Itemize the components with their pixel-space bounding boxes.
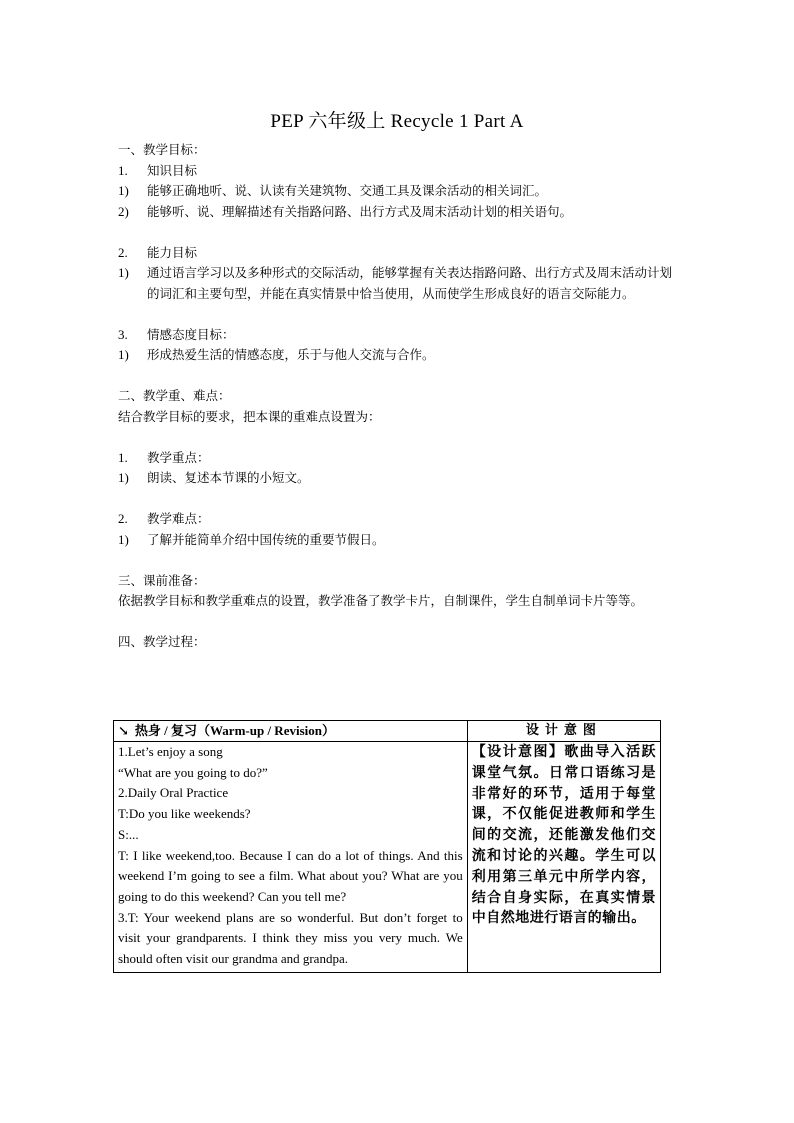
warmup-line: S:... <box>118 826 139 842</box>
warmup-line: T:Do you like weekends? <box>118 806 251 822</box>
list-number: 1. <box>118 449 128 465</box>
list-item <box>118 468 683 489</box>
lesson-plan-body <box>118 140 683 653</box>
ability-goal-heading <box>118 243 683 264</box>
list-number: 1) <box>118 347 129 362</box>
list-label: 情感态度目标： <box>147 326 235 342</box>
list-text: 能够听、说、理解描述有关指路问路、出行方式及周末活动计划的相关语句。 <box>147 203 573 219</box>
design-intent-header: 设计意图 <box>467 721 660 742</box>
list-item <box>118 345 683 366</box>
warmup-line: 3.T: Your weekend plans are so wonderful. But don’t forget to visit your grandparents. I think they miss you very much. We should often visit our grandma and grandpa. <box>118 909 463 967</box>
list-number: 1) <box>118 265 129 280</box>
list-number: 1) <box>118 183 129 198</box>
list-label: 知识目标 <box>147 162 198 178</box>
warmup-content-cell <box>114 742 468 973</box>
list-number: 2. <box>118 511 128 526</box>
warmup-line: 2.Daily Oral Practice <box>118 785 229 801</box>
list-text: 能够正确地听、说、认读有关建筑物、交通工具及课余活动的相关词汇。 <box>147 183 548 198</box>
section-2-intro: 结合教学目标的要求，把本课的重难点设置为： <box>118 408 381 424</box>
section-3-text: 依据教学目标和教学重难点的设置，教学准备了教学卡片，自制课件，学生自制单词卡片等等。 <box>118 593 644 608</box>
design-intent-cell: 【设计意图】歌曲导入活跃课堂气氛。日常口语练习是非常好的环节，适用于每堂课，不仅能促进教师和学生间的交流，还能激发他们交流和讨论的兴趣。学生可以利用第三单元中所学内容，结合自身实际，在真实情景中自然地进行语言的输出。 <box>467 742 660 973</box>
table-row <box>114 742 661 973</box>
teaching-process-table <box>113 720 661 973</box>
section-3-heading: 三、课前准备： <box>118 572 206 588</box>
warmup-header <box>114 721 468 742</box>
arrow-icon: ↘ <box>118 723 129 738</box>
list-number: 1. <box>118 162 128 178</box>
list-item <box>118 202 683 223</box>
list-number: 2. <box>118 244 128 260</box>
list-number: 1) <box>118 531 129 547</box>
list-number: 3. <box>118 326 128 342</box>
list-item <box>118 263 683 304</box>
list-text: 形成热爱生活的情感态度，乐于与他人交流与合作。 <box>147 347 435 362</box>
list-item <box>118 181 683 202</box>
section-2-heading: 二、教学重、难点： <box>118 388 231 403</box>
knowledge-goal-heading <box>118 161 683 182</box>
page-title: PEP 六年级上 Recycle 1 Part A <box>270 111 524 132</box>
list-label: 教学难点： <box>147 511 210 526</box>
list-text: 了解并能简单介绍中国传统的重要节假日。 <box>147 531 385 547</box>
table-header-row <box>114 721 661 742</box>
section-1-heading: 一、教学目标： <box>118 142 206 157</box>
list-text: 通过语言学习以及多种形式的交际活动，能够掌握有关表达指路问路、出行方式及周末活动计划的词汇和主要句型，并能在真实情景中恰当使用，从而使学生形成良好的语言交际能力。 <box>147 265 673 301</box>
warmup-header-label: 热身 / 复习（Warm-up / Revision） <box>134 723 335 738</box>
list-item <box>118 530 683 551</box>
key-point-heading <box>118 448 683 469</box>
emotion-goal-heading <box>118 325 683 346</box>
warmup-line: 1.Let’s enjoy a song <box>118 744 223 759</box>
difficult-point-heading <box>118 509 683 530</box>
list-number: 1) <box>118 470 129 485</box>
warmup-line: T: I like weekend,too. Because I can do a lot of things. And this weekend I’m going to see a film. What about you? What are you going to do this weekend? Can you tell me? <box>118 847 463 904</box>
list-label: 能力目标 <box>147 244 198 260</box>
list-number: 2) <box>118 203 129 219</box>
section-4-heading: 四、教学过程： <box>118 634 206 649</box>
list-text: 朗读、复述本节课的小短文。 <box>147 470 310 485</box>
list-label: 教学重点： <box>147 449 210 465</box>
warmup-line: “What are you going to do?” <box>118 764 268 780</box>
